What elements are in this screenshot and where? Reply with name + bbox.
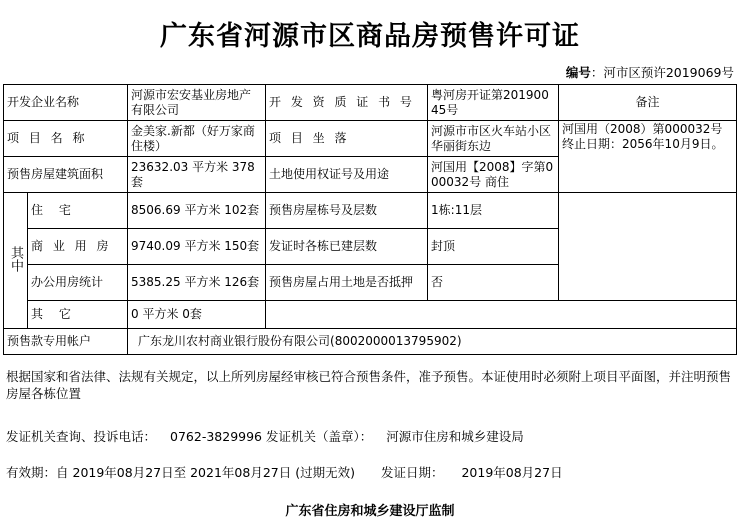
validity-label: 有效期：自	[6, 465, 69, 480]
other-label: 其 它	[28, 301, 128, 329]
blank-cell-2	[559, 229, 737, 265]
land-cert-value: 河国用【2008】字第000032号 商住	[428, 157, 559, 193]
blank-cell-4	[266, 301, 737, 329]
project-location-value: 河源市市区火车站小区华丽街东边	[428, 121, 559, 157]
developer-label: 开发企业名称	[4, 85, 128, 121]
building-floors-label: 预售房屋栋号及层数	[266, 193, 428, 229]
validity-line	[6, 464, 563, 481]
permit-table	[3, 84, 737, 355]
land-mortgage-value: 否	[428, 265, 559, 301]
account-label: 预售款专用帐户	[4, 329, 128, 355]
commercial-label: 商 业 用 房	[28, 229, 128, 265]
issue-date: 2019年08月27日	[461, 465, 563, 480]
office-label: 办公用房统计	[28, 265, 128, 301]
presale-area-label: 预售房屋建筑面积	[4, 157, 128, 193]
remarks-value: 河国用（2008）第000032号终止日期：2056年10月9日。	[559, 121, 737, 193]
validity-note: (过期无效)	[295, 465, 355, 480]
qualification-value: 粤河房开证第20190045号	[428, 85, 559, 121]
presale-area-value: 23632.03 平方米 378套	[128, 157, 266, 193]
phone-value: 0762-3829996	[170, 429, 263, 444]
permit-number-value: ：河市区预许2019069号	[590, 65, 734, 80]
built-floors-value: 封顶	[428, 229, 559, 265]
commercial-value: 9740.09 平方米 150套	[128, 229, 266, 265]
permit-number-label: 编号	[565, 65, 591, 80]
office-value: 5385.25 平方米 126套	[128, 265, 266, 301]
contact-line	[6, 428, 524, 445]
statement-text: 根据国家和省法律、法规有关规定，以上所列房屋经审核已符合预售条件，准予预售。本证使用时必须附上项目平面图，并注明预售房屋各栋位置	[6, 369, 732, 401]
residential-label: 住 宅	[28, 193, 128, 229]
land-mortgage-label: 预售房屋占用土地是否抵押	[266, 265, 428, 301]
authority-label: 发证机关（盖章）：	[266, 429, 373, 444]
project-name-label: 项 目 名 称	[4, 121, 128, 157]
footer-supervisor: 广东省住房和城乡建设厅监制	[285, 504, 455, 519]
remarks-label: 备注	[559, 85, 737, 121]
blank-cell-3	[559, 265, 737, 301]
project-location-label: 项 目 坐 落	[266, 121, 428, 157]
residential-value: 8506.69 平方米 102套	[128, 193, 266, 229]
built-floors-label: 发证时各栋已建层数	[266, 229, 428, 265]
developer-value: 河源市宏安基业房地产有限公司	[128, 85, 266, 121]
account-value: 广东龙川农村商业银行股份有限公司(8002000013795902)	[128, 329, 737, 355]
building-floors-value: 1栋:11层	[428, 193, 559, 229]
other-value: 0 平方米 0套	[128, 301, 266, 329]
phone-label: 发证机关查询、投诉电话：	[6, 429, 157, 444]
document-title: 广东省河源市区商品房预售许可证	[160, 21, 580, 52]
authority-value: 河源市住房和城乡建设局	[386, 429, 524, 444]
project-name-value: 金美家.新都（好万家商住楼）	[128, 121, 266, 157]
qualification-label: 开 发 资 质 证 书 号	[266, 85, 428, 121]
validity-end: 2021年08月27日	[190, 465, 292, 480]
blank-cell-1	[559, 193, 737, 229]
among-label-text: 其中	[8, 245, 23, 272]
permit-number	[566, 63, 734, 81]
issue-label: 发证日期：	[380, 465, 444, 480]
among-label	[4, 193, 28, 329]
validity-start: 2019年08月27日至	[72, 465, 187, 480]
land-cert-label: 土地使用权证号及用途	[266, 157, 428, 193]
